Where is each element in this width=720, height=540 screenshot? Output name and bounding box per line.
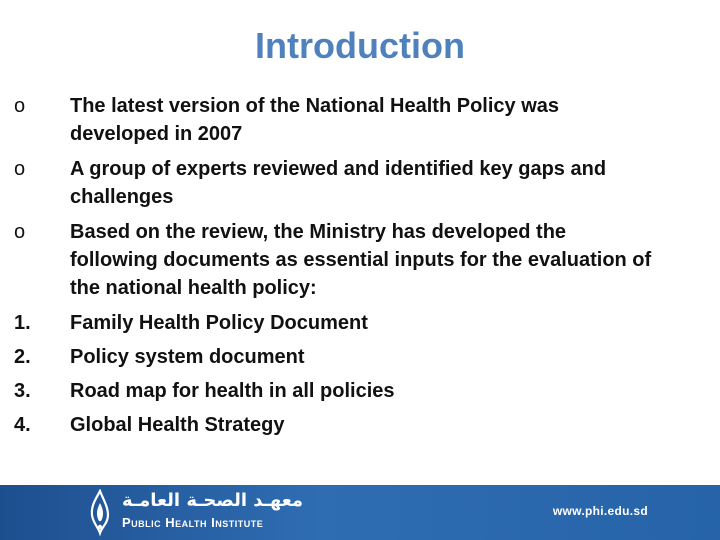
bullet-line: A group of experts reviewed and identified key gaps and	[70, 158, 607, 180]
footer-banner	[0, 485, 720, 540]
bullet-item	[12, 92, 702, 148]
footer-arabic-name: معهـد الصحـة العامـة	[122, 490, 304, 511]
bullet-line: The latest version of the National Health Policy was	[70, 95, 560, 117]
footer-english-name: Public Health Institute	[122, 515, 264, 530]
number-marker: 4.	[14, 414, 31, 436]
numbered-item	[12, 309, 702, 337]
numbered-list	[12, 309, 702, 439]
bullet-item	[12, 155, 702, 211]
bullet-line: the national health policy:	[70, 277, 317, 299]
numbered-item-text: Global Health Strategy	[70, 414, 285, 436]
numbered-item	[12, 411, 702, 439]
bullet-line: Based on the review, the Ministry has developed the	[70, 221, 567, 243]
slide-content	[12, 92, 702, 445]
flame-drop-logo-icon	[86, 489, 114, 537]
bullet-line: developed in 2007	[70, 123, 243, 145]
slide-title: Introduction	[255, 25, 465, 66]
numbered-item-text: Road map for health in all policies	[70, 380, 395, 402]
numbered-item-text: Family Health Policy Document	[70, 312, 368, 334]
numbered-item	[12, 377, 702, 405]
bullet-marker: o	[14, 158, 26, 180]
number-marker: 3.	[14, 380, 31, 402]
bullet-line: following documents as essential inputs for the evaluation of	[70, 249, 652, 271]
numbered-item-text: Policy system document	[70, 346, 305, 368]
number-marker: 1.	[14, 312, 31, 334]
bullet-line: challenges	[70, 186, 174, 208]
footer-url: www.phi.edu.sd	[552, 504, 648, 518]
bullet-marker: o	[14, 221, 26, 243]
bullet-marker: o	[14, 95, 26, 117]
number-marker: 2.	[14, 346, 31, 368]
numbered-item	[12, 343, 702, 371]
bullet-item	[12, 218, 702, 302]
bullet-list	[12, 92, 702, 302]
